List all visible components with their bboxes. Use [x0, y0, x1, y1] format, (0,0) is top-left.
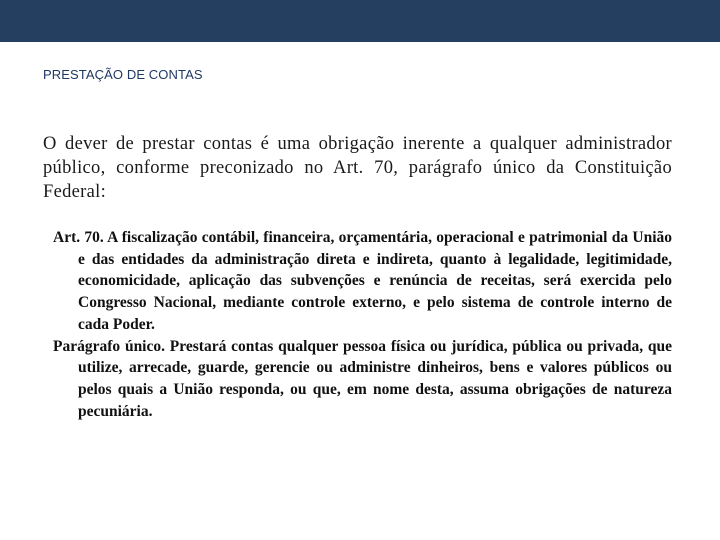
top-bar	[0, 0, 720, 42]
intro-paragraph: O dever de prestar contas é uma obrigação inerente a qualquer administrador público, conforme preconizado no Art. 70, parágrafo único da Constituição Federal:	[43, 134, 672, 202]
section-title: PRESTAÇÃO DE CONTAS	[43, 67, 203, 82]
article-70-text: Art. 70. A fiscalização contábil, financeira, orçamentária, operacional e patrimonial da União e das entidades da administração direta e indireta, quanto à legalidade, legitimidade, economicidade, aplicação das subvenções e renúncia de receitas, será exercida pelo Congresso Nacional, mediante controle externo, e pelo sistema de controle interno de cada Poder.	[53, 229, 672, 333]
constitution-quote	[53, 227, 672, 422]
paragrafo-unico-text: Parágrafo único. Prestará contas qualquer pessoa física ou jurídica, pública ou privada, que utilize, arrecade, guarde, gerencie ou administre dinheiros, bens e valores públicos ou pelos quais a União responda, ou que, em nome desta, assuma obrigações de natureza pecuniária.	[53, 337, 672, 420]
